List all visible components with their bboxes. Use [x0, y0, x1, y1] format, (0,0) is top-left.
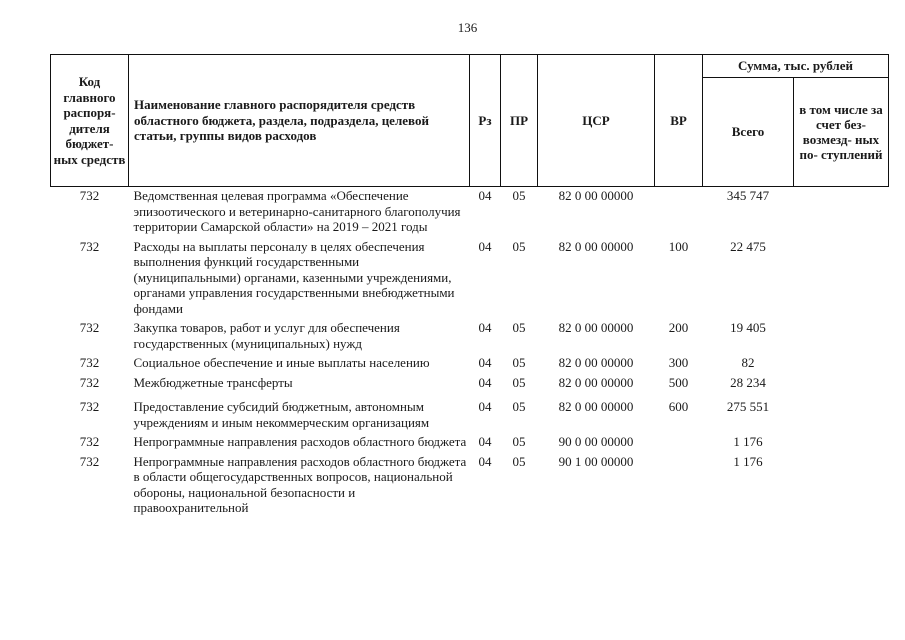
cell-vr: 500: [668, 374, 689, 390]
cell-rz: 04: [478, 374, 492, 390]
cell-gratuitous: [794, 453, 889, 519]
header-vr: ВР: [655, 55, 703, 187]
cell-pr: 05: [512, 355, 526, 370]
cell-rz: 04: [478, 453, 492, 469]
cell-rz: 04: [478, 399, 492, 414]
cell-code: 732: [79, 374, 100, 390]
cell-total: 22 475: [730, 238, 766, 254]
cell-pr: 05: [512, 434, 526, 449]
cell-name: Непрограммные направления расходов областного бюджета в области общегосударственных вопросов, национальной обороны, национальной безопасности и правоохранительной: [133, 453, 467, 515]
header-name: Наименование главного распорядителя средств областного бюджета, раздела, подраздела, целевой статьи, группы видов расходов: [129, 55, 470, 187]
cell-total: 1 176: [733, 453, 763, 469]
header-sum: Сумма, тыс. рублей: [703, 55, 889, 78]
cell-gratuitous: [794, 433, 889, 453]
table-row: [51, 453, 889, 519]
header-gratuitous: в том числе за счет без- возмезд- ных по- ступлений: [794, 78, 889, 187]
table-row: [51, 319, 889, 354]
cell-gratuitous: [794, 187, 889, 238]
cell-rz: 04: [478, 238, 492, 254]
cell-pr: 05: [512, 238, 526, 254]
header-row: [51, 55, 889, 78]
cell-total: 82: [741, 355, 755, 370]
cell-csr: 82 0 00 00000: [558, 238, 634, 254]
cell-gratuitous: [794, 319, 889, 354]
cell-total: 1 176: [733, 434, 763, 449]
cell-name: Предоставление субсидий бюджетным, автономным учреждениям и иным некоммерческим организациям: [133, 399, 430, 430]
cell-name: Социальное обеспечение и иные выплаты населению: [133, 355, 430, 370]
cell-csr: 90 1 00 00000: [558, 453, 634, 469]
cell-rz: 04: [478, 434, 492, 449]
header-total: Всего: [703, 78, 794, 187]
cell-csr: 82 0 00 00000: [558, 355, 634, 370]
cell-code: 732: [79, 355, 100, 370]
cell-pr: 05: [512, 188, 526, 203]
cell-rz: 04: [478, 188, 492, 203]
cell-pr: 05: [512, 320, 526, 335]
cell-name: Закупка товаров, работ и услуг для обеспечения государственных (муниципальных) нужд: [133, 320, 400, 351]
cell-rz: 04: [478, 355, 492, 370]
table-row: [51, 393, 889, 433]
cell-total: 275 551: [726, 399, 770, 414]
cell-name: Непрограммные направления расходов областного бюджета: [133, 434, 467, 449]
table-row: [51, 374, 889, 394]
header-pr: ПР: [501, 55, 538, 187]
cell-total: 19 405: [730, 320, 766, 335]
header-rz: Рз: [470, 55, 501, 187]
cell-vr: [655, 453, 703, 519]
cell-gratuitous: [794, 374, 889, 394]
cell-csr: 82 0 00 00000: [558, 320, 634, 335]
cell-vr: [655, 433, 703, 453]
cell-pr: 05: [512, 399, 526, 414]
cell-vr: 300: [668, 355, 689, 370]
cell-name: Межбюджетные трансферты: [133, 374, 293, 390]
cell-gratuitous: [794, 354, 889, 374]
cell-code: 732: [79, 399, 100, 414]
cell-csr: 82 0 00 00000: [558, 188, 634, 203]
budget-table: [50, 54, 889, 519]
cell-code: 732: [79, 453, 100, 469]
cell-total: 28 234: [730, 374, 766, 390]
cell-csr: 82 0 00 00000: [558, 374, 634, 390]
cell-total: 345 747: [726, 188, 770, 203]
table-row: [51, 238, 889, 320]
header-csr: ЦСР: [538, 55, 655, 187]
cell-vr: 600: [668, 399, 689, 414]
cell-gratuitous: [794, 393, 889, 433]
cell-name: Ведомственная целевая программа «Обеспечение эпизоотического и ветеринарно-санитарного благополучия территории Самарской области» на 2019 – 2021 годы: [133, 188, 461, 234]
table-row: [51, 354, 889, 374]
cell-code: 732: [79, 434, 100, 449]
header-code: Код главного распоря- дителя бюджет- ных средств: [51, 55, 129, 187]
cell-vr: 200: [668, 320, 689, 335]
cell-pr: 05: [512, 374, 526, 390]
table-row: [51, 187, 889, 238]
cell-code: 732: [79, 188, 100, 203]
cell-pr: 05: [512, 453, 526, 469]
cell-rz: 04: [478, 320, 492, 335]
table-row: [51, 433, 889, 453]
cell-vr: 100: [668, 238, 689, 254]
cell-csr: 82 0 00 00000: [558, 399, 634, 414]
cell-vr: [655, 187, 703, 238]
cell-csr: 90 0 00 00000: [558, 434, 634, 449]
cell-code: 732: [79, 238, 100, 254]
page-number: 136: [457, 20, 478, 35]
cell-name: Расходы на выплаты персоналу в целях обеспечения выполнения функций государственными (муниципальными) органами, казенными учреждениями, органами управления государственными внебюджетными фондами: [133, 238, 455, 316]
cell-code: 732: [79, 320, 100, 335]
cell-gratuitous: [794, 238, 889, 320]
